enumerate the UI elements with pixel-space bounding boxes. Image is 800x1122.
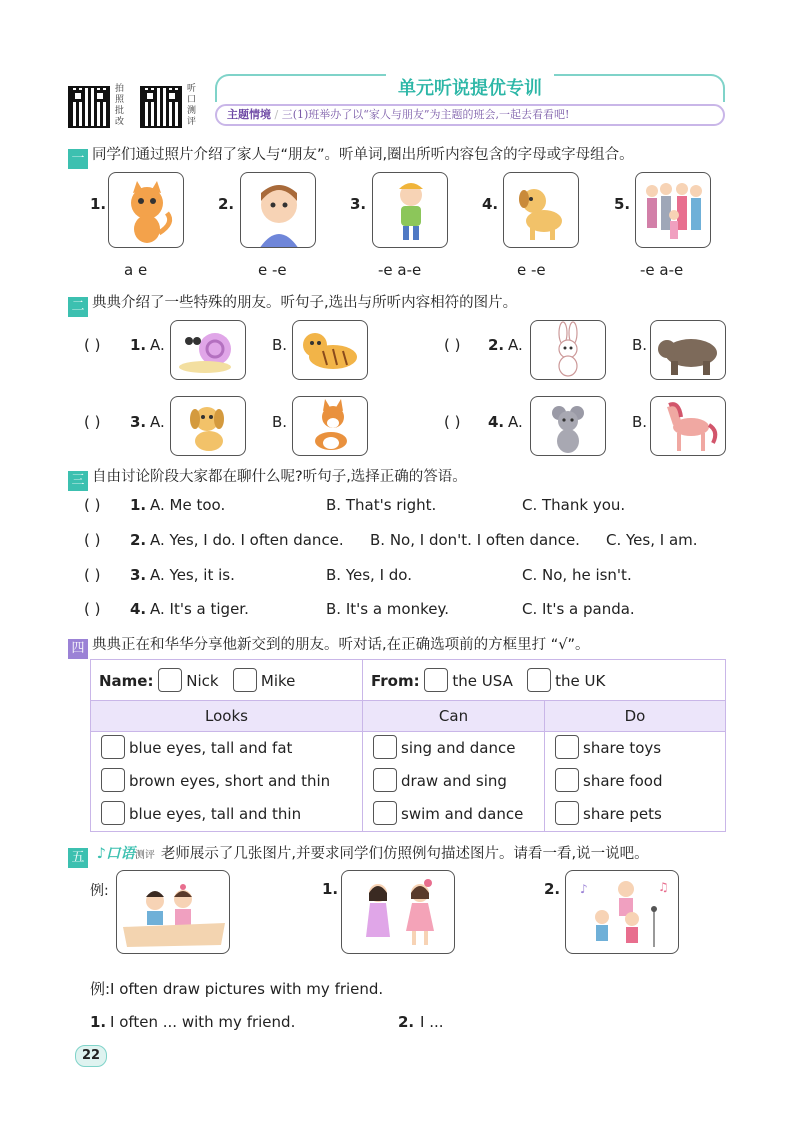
dog-icon (503, 172, 579, 248)
column-header-looks: Looks (91, 701, 363, 732)
s3-item2-num: 2. (130, 531, 147, 549)
friend-choice-table (90, 659, 726, 832)
name-row (91, 660, 363, 701)
scene-text: 三(1)班举办了以“家人与朋友”为主题的班会,一起去看看吧! (281, 108, 570, 121)
family-icon (635, 172, 711, 248)
list-item: brown eyes, short and thin (101, 765, 352, 798)
name-option-nick: Nick (186, 672, 219, 690)
section2-badge: 二 (68, 297, 88, 317)
checkbox-can-3[interactable] (373, 801, 397, 825)
oral-label: 口语 (105, 846, 135, 862)
s3-item4-option-b: B. It's a monkey. (326, 600, 449, 618)
s1-item3-num: 3. (350, 195, 367, 213)
section4-instruction: 四 典典正在和华华分享他新交到的朋友。听对话,在正确选项前的方框里打 “√”。 (68, 633, 589, 659)
s3-item2-option-c: C. Yes, I am. (606, 531, 698, 549)
s1-item2-options[interactable]: e -e (258, 261, 287, 279)
s3-item2-option-b: B. No, I don't. I often dance. (370, 531, 580, 549)
unit-title-banner (215, 74, 725, 102)
checkbox-nick[interactable] (158, 668, 182, 692)
list-item: blue eyes, tall and fat (101, 732, 352, 765)
scene-tag: 主题情境 (227, 108, 271, 121)
can-options (363, 732, 545, 832)
s1-item4-num: 4. (482, 195, 499, 213)
child-icon (372, 172, 448, 248)
section2-instruction: 二 典典介绍了一些特殊的朋友。听句子,选出与所听内容相符的图片。 (68, 291, 517, 317)
s5-q1-prompt: I often ... with my friend. (110, 1013, 296, 1031)
s1-item5-options[interactable]: -e a-e (640, 261, 684, 279)
boy-icon (240, 172, 316, 248)
svg-text:♫: ♫ (658, 880, 669, 894)
s2-item4-b-label: B. (632, 413, 648, 431)
section3-instruction: 三 自由讨论阶段大家都在聊什么呢?听句子,选择正确的答语。 (68, 465, 467, 491)
s2-item3-b-label: B. (272, 413, 288, 431)
s3-item3-answer[interactable]: ( ) (84, 566, 101, 584)
list-item: sing and dance (373, 732, 534, 765)
do-options (545, 732, 726, 832)
s1-item3-options[interactable]: -e a-e (378, 261, 422, 279)
qr-label-grading: 拍照批改 (115, 84, 125, 127)
s1-item1-options[interactable]: a e (124, 261, 148, 279)
rabbit-icon (530, 320, 606, 380)
eval-label: 测评 (134, 850, 155, 861)
checkbox-do-2[interactable] (555, 768, 579, 792)
s5-q2-num: 2. (398, 1013, 415, 1031)
s1-item2-num: 2. (218, 195, 235, 213)
example-sentence: 例:I often draw pictures with my friend. (90, 980, 384, 998)
bear-icon (650, 320, 726, 380)
s3-item3-option-c: C. No, he isn't. (522, 566, 632, 584)
from-option-usa: the USA (452, 672, 513, 690)
section1-instruction: 一 同学们通过照片介绍了家人与“朋友”。听单词,圈出所听内容包含的字母或字母组合。 (68, 143, 634, 169)
list-item: swim and dance (373, 798, 534, 831)
from-option-uk: the UK (555, 672, 606, 690)
horse-icon (650, 396, 726, 456)
checkbox-do-1[interactable] (555, 735, 579, 759)
list-item: draw and sing (373, 765, 534, 798)
s1-item1-num: 1. (90, 195, 107, 213)
checkbox-looks-1[interactable] (101, 735, 125, 759)
snail-icon (170, 320, 246, 380)
s3-item2-option-a: A. Yes, I do. I often dance. (150, 531, 344, 549)
column-header-do: Do (545, 701, 726, 732)
s3-item4-option-a: A. It's a tiger. (150, 600, 249, 618)
s1-item4-options[interactable]: e -e (517, 261, 546, 279)
s3-item3-num: 3. (130, 566, 147, 584)
s3-item2-answer[interactable]: ( ) (84, 531, 101, 549)
s5-pic2-num: 2. (544, 880, 561, 898)
s2-item3-a-label: A. (150, 413, 165, 431)
s1-item5-num: 5. (614, 195, 631, 213)
s3-item1-option-b: B. That's right. (326, 496, 437, 514)
tiger-icon (292, 320, 368, 380)
s3-item1-answer[interactable]: ( ) (84, 496, 101, 514)
list-item: share food (555, 765, 715, 798)
checkbox-uk[interactable] (527, 668, 551, 692)
qr-code-listening[interactable] (140, 86, 182, 128)
s2-item1-b-label: B. (272, 336, 288, 354)
column-header-can: Can (363, 701, 545, 732)
s3-item1-num: 1. (130, 496, 147, 514)
s3-item4-num: 4. (130, 600, 147, 618)
unit-title: 单元听说提优专训 (386, 74, 554, 100)
checkbox-mike[interactable] (233, 668, 257, 692)
puppy-icon (170, 396, 246, 456)
s5-pic1-num: 1. (322, 880, 339, 898)
checkbox-looks-2[interactable] (101, 768, 125, 792)
s2-item1-num: 1. (130, 336, 147, 354)
s5-q2-prompt: I ... (420, 1013, 444, 1031)
section5-badge: 五 (68, 848, 88, 868)
qr-code-grading[interactable] (68, 86, 110, 128)
checkbox-can-1[interactable] (373, 735, 397, 759)
section1-badge: 一 (68, 149, 88, 169)
s2-item2-num: 2. (488, 336, 505, 354)
checkbox-can-2[interactable] (373, 768, 397, 792)
s3-item1-option-a: A. Me too. (150, 496, 226, 514)
s2-item3-num: 3. (130, 413, 147, 431)
s3-item1-option-c: C. Thank you. (522, 496, 626, 514)
dancing-friends-icon (341, 870, 455, 954)
s2-item2-a-label: A. (508, 336, 523, 354)
page-number: 22 (75, 1045, 107, 1067)
checkbox-usa[interactable] (424, 668, 448, 692)
s2-item2-b-label: B. (632, 336, 648, 354)
s2-item1-answer[interactable]: ( ) (84, 336, 101, 354)
s2-item4-answer[interactable]: ( ) (444, 413, 461, 431)
list-item: blue eyes, tall and thin (101, 798, 352, 831)
checkbox-looks-3[interactable] (101, 801, 125, 825)
looks-options (91, 732, 363, 832)
s2-item3-answer[interactable]: ( ) (84, 413, 101, 431)
s2-item4-a-label: A. (508, 413, 523, 431)
qr-label-listening: 听口测评 (187, 84, 197, 127)
mouse-icon (530, 396, 606, 456)
s5-q1-num: 1. (90, 1013, 107, 1031)
scene-banner: 主题情境 / 三(1)班举办了以“家人与朋友”为主题的班会,一起去看看吧! (215, 104, 725, 126)
s3-item3-option-b: B. Yes, I do. (326, 566, 412, 584)
drawing-friends-icon (116, 870, 230, 954)
s2-item4-num: 4. (488, 413, 505, 431)
name-option-mike: Mike (260, 672, 296, 690)
cat-icon (108, 172, 184, 248)
s2-item2-answer[interactable]: ( ) (444, 336, 461, 354)
section5-instruction: 五 ♪口语测评 老师展示了几张图片,并要求同学们仿照例句描述图片。请看一看,说一说吧。 (68, 842, 649, 868)
s2-item1-a-label: A. (150, 336, 165, 354)
list-item: share pets (555, 798, 715, 831)
corgi-icon (292, 396, 368, 456)
from-row (363, 660, 726, 701)
checkbox-do-3[interactable] (555, 801, 579, 825)
from-label: From: (371, 672, 420, 690)
s3-item3-option-a: A. Yes, it is. (150, 566, 235, 584)
microphone-icon: ♪ (96, 846, 106, 862)
singing-friends-icon (565, 870, 679, 954)
s3-item4-option-c: C. It's a panda. (522, 600, 635, 618)
svg-text:♪: ♪ (580, 882, 588, 896)
list-item: share toys (555, 732, 715, 765)
section3-badge: 三 (68, 471, 88, 491)
name-label: Name: (99, 672, 154, 690)
s3-item4-answer[interactable]: ( ) (84, 600, 101, 618)
section4-badge: 四 (68, 639, 88, 659)
example-label: 例: (90, 883, 109, 899)
